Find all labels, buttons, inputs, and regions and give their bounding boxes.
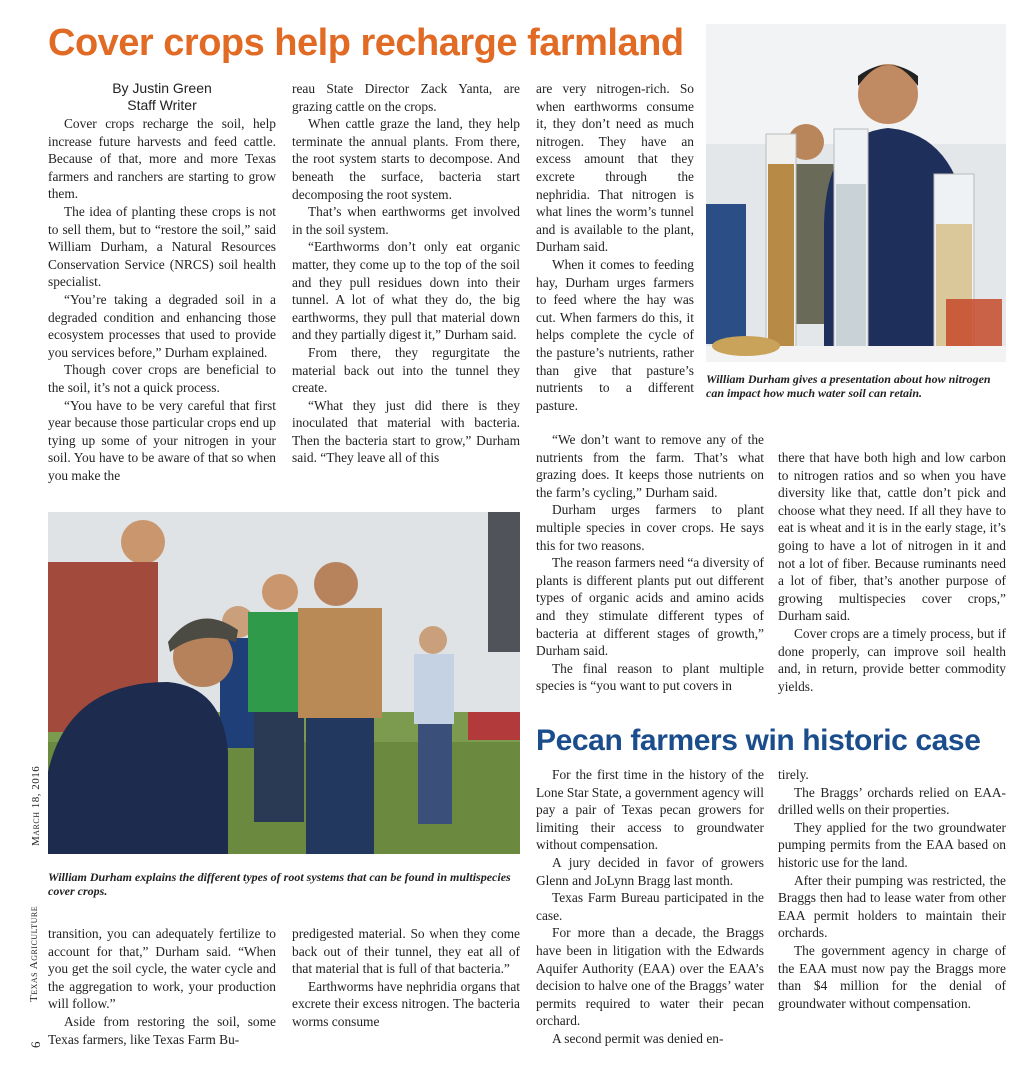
paragraph: there that have both high and low carbon to nitrogen ratios and so when you have diversity like that, cattle don’t pick and choose what they need. If all they have to eat is wheat and it is in the early stage, it’s going to have a lot of nitrogen in it and not a lot of fiber. Because ruminants need a lot of fiber, that’s another purpose of growing multispecies cover crops,” Durham said. <box>778 450 1006 624</box>
field-photo <box>48 512 520 854</box>
paragraph: Durham urges farmers to plant multiple species in cover crops. He says this for two reasons. <box>536 502 764 553</box>
paragraph: That’s when earthworms get involved in the soil system. <box>292 204 520 237</box>
paragraph: The reason farmers need “a diversity of plants is different plants put out different types of organic acids and amino acids and they stimulate different types of bacteria at different stages of growth,” Durham said. <box>536 555 764 659</box>
paragraph: “Earthworms don’t only eat organic matter, they come up to the top of the soil and they pull residues down into their tunnel. A lot of what they do, the big earthworms, they pull that material down and they partially digest it,” Durham said. <box>292 239 520 343</box>
paragraph: After their pumping was restricted, the Braggs then had to lease water from other EAA permit holders to maintain their orchards. <box>778 872 1006 941</box>
paragraph: For the first time in the history of the Lone Star State, a government agency will pay a pair of Texas pecan growers for limiting their access to groundwater without compensation. <box>536 767 764 853</box>
publication-name: Texas Agriculture <box>28 905 40 1002</box>
paragraph: From there, they regurgitate the material back out into the tunnel they create. <box>292 344 520 396</box>
paragraph: For more than a decade, the Braggs have been in litigation with the Edwards Aquifer Authority (EAA) over the EAA’s decision to halve one of the Braggs’ water permits required to water their pecan orchard. <box>536 925 764 1029</box>
paragraph: are very nitrogen-rich. So when earthworms consume it, they don’t need as much nitrogen. They have an excess amount that they excrete through the nephridia. That nitrogen is what lines the worm’s tunnel and is available to the plant, Durham said. <box>536 81 694 255</box>
paragraph: reau State Director Zack Yanta, are grazing cattle on the crops. <box>292 81 520 114</box>
photo-caption: William Durham gives a presentation about how nitrogen can impact how much water soil can retain. <box>706 372 991 400</box>
paragraph: Cover crops are a timely process, but if done properly, can improve soil health and, in return, provide better commodity yields. <box>778 625 1006 694</box>
paragraph: Cover crops recharge the soil, help increase future harvests and feed cattle. Because of that, more and more Texas farmers and ranchers are starting to grow them. <box>48 116 276 202</box>
paragraph: “We don’t want to remove any of the nutrients from the farm. That’s what grazing does. It keeps those nutrients on the farm’s cycling,” Durham said. <box>536 432 764 500</box>
paragraph: “You’re taking a degraded soil in a degraded condition and enhancing those ecosystem processes that used to provide you services before,” Durham explained. <box>48 291 276 360</box>
article-column <box>778 766 1006 1012</box>
paragraph: predigested material. So when they come back out of their tunnel, they eat all of that material that is full of that bacteria.” <box>292 926 520 977</box>
page-number: 6 <box>28 1041 43 1048</box>
article-column <box>48 925 276 1048</box>
paragraph: A jury decided in favor of growers Glenn and JoLynn Bragg last month. <box>536 854 764 888</box>
paragraph: When it comes to feeding hay, Durham urges farmers to feed where the hay was cut. When farmers do this, it helps complete the cycle of the pasture’s nutrients, rather than give that pasture’s nutrients to a different pasture. <box>536 256 694 413</box>
article-column <box>292 80 520 467</box>
article-column <box>536 431 764 695</box>
paragraph: Though cover crops are beneficial to the soil, it’s not a quick process. <box>48 362 276 395</box>
paragraph: The Braggs’ orchards relied on EAA-drilled wells on their properties. <box>778 784 1006 818</box>
paragraph: Texas Farm Bureau participated in the case. <box>536 890 764 923</box>
paragraph: The government agency in charge of the EAA must now pay the Braggs more than $4 million for the denial of groundwater without compensation. <box>778 942 1006 1011</box>
paragraph: Aside from restoring the soil, some Texas farmers, like Texas Farm Bu- <box>48 1013 276 1047</box>
article-column <box>536 80 694 414</box>
article-headline: Pecan farmers win historic case <box>536 724 981 757</box>
byline-name: By Justin Green <box>112 80 212 96</box>
paragraph: The idea of planting these crops is not to sell them, but to “restore the soil,” said William Durham, a Natural Resources Conservation Service (NRCS) soil health specialist. <box>48 203 276 290</box>
page-sidebar <box>18 765 44 1052</box>
paragraph: transition, you can adequately fertilize to account for that,” Durham said. “When you get the soil cycle, the water cycle and the aggregation to work, your production will follow.” <box>48 926 276 1012</box>
paragraph: A second permit was denied en- <box>552 1030 724 1046</box>
paragraph: Earthworms have nephridia organs that excrete their excess nitrogen. The bacteria worms consume <box>292 978 520 1029</box>
byline-role: Staff Writer <box>127 97 197 113</box>
paragraph: They applied for the two groundwater pumping permits from the EAA based on historic use for the land. <box>778 819 1006 870</box>
issue-date: March 18, 2016 <box>30 765 42 846</box>
article-headline: Cover crops help recharge farmland <box>48 22 684 64</box>
presentation-photo <box>706 24 1006 362</box>
paragraph: “What they just did there is they inoculated that material with bacteria. Then the bacteria start to grow,” Durham said. “They leave all of this <box>292 397 520 466</box>
paragraph: “You have to be very careful that first year because those particular crops end up tying up some of your nitrogen in your soil. You have to be aware of that so when you make the <box>48 397 276 483</box>
article-column <box>48 80 276 484</box>
paragraph: tirely. <box>778 767 809 782</box>
article-column <box>536 766 764 1048</box>
paragraph: The final reason to plant multiple species is “you want to put covers in <box>536 660 764 694</box>
article-column <box>292 925 520 1031</box>
paragraph: When cattle graze the land, they help terminate the annual plants. From there, the root system starts to decompose. And beneath the surface, bacteria start decomposing the root system. <box>292 116 520 202</box>
photo-caption: William Durham explains the different types of root systems that can be found in multispecies cover crops. <box>48 870 511 898</box>
article-column <box>778 449 1006 695</box>
